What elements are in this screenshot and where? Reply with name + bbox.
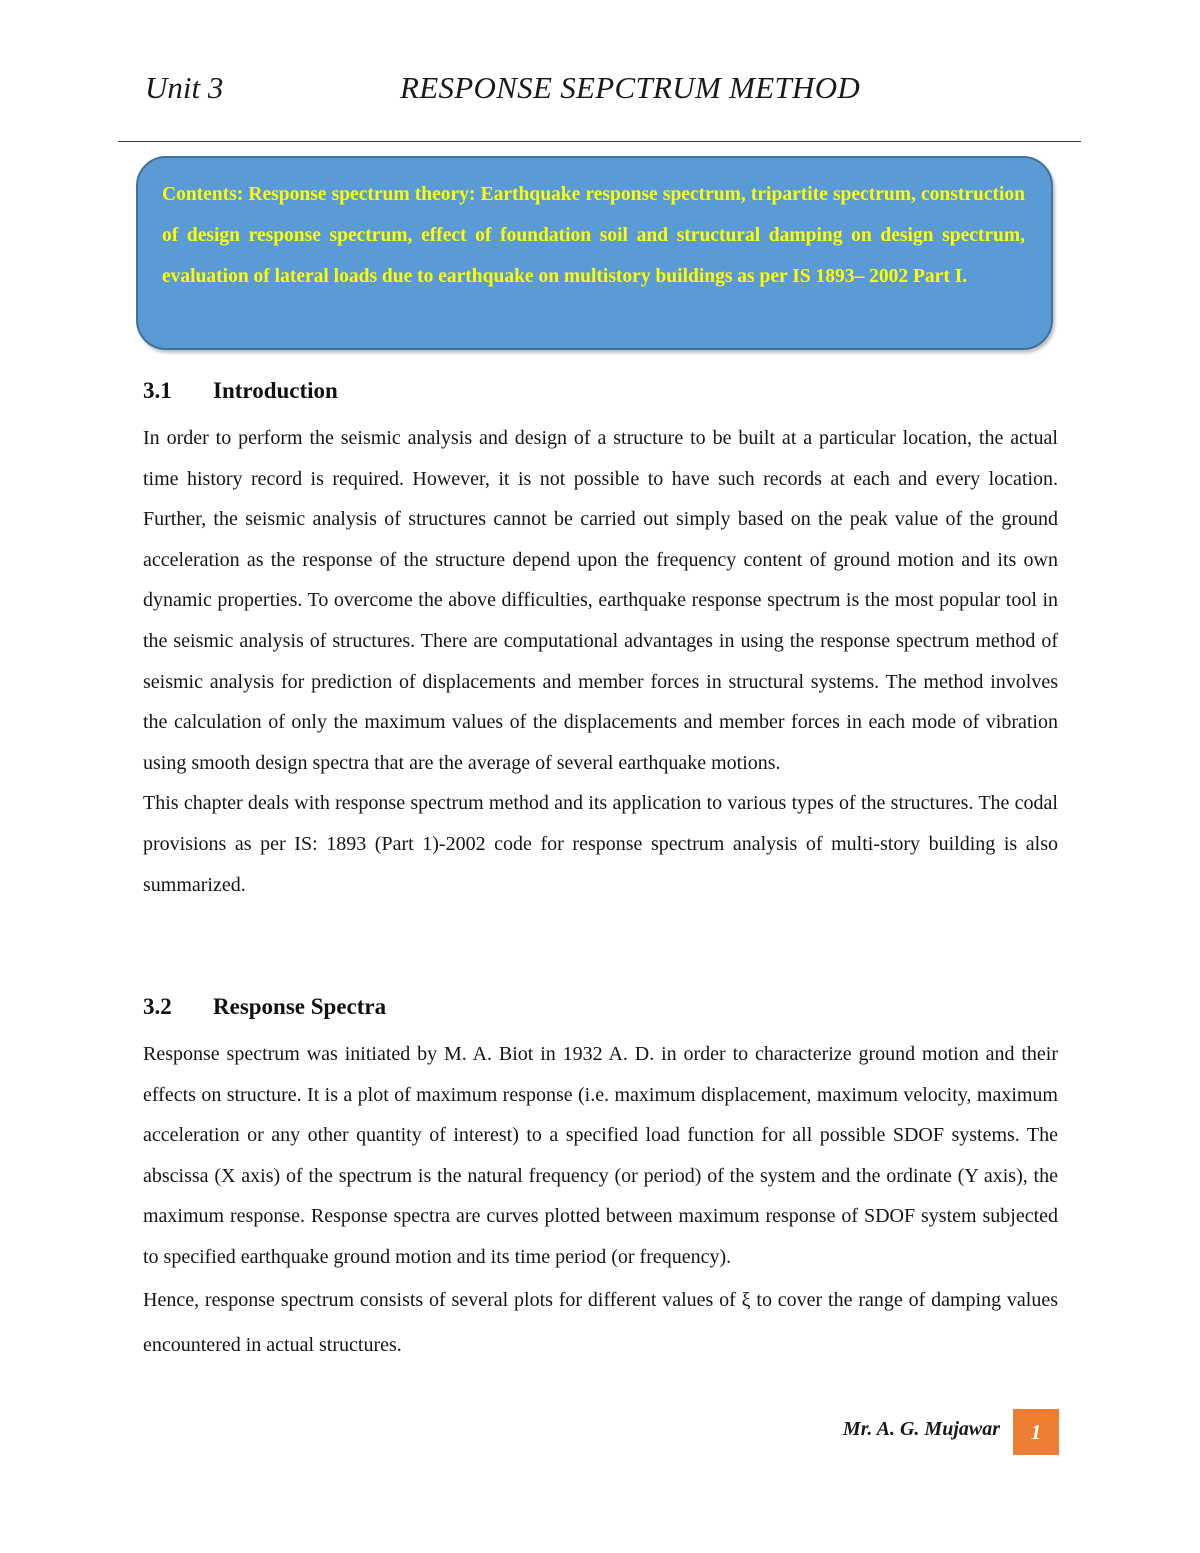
section-title: Response Spectra	[213, 994, 387, 1019]
section-number: 3.1	[143, 378, 172, 403]
paragraph: In order to perform the seismic analysis and design of a structure to be built at a particular location, the actual time history record is required. However, it is not possible to have such records at each and every location. Further, the seismic analysis of structures cannot be carried out simply based on the peak value of the ground acceleration as the response of the structure depend upon the frequency content of ground motion and its own dynamic properties. To overcome the above difficulties, earthquake response spectrum is the most popular tool in the seismic analysis of structures. There are computational advantages in using the response spectrum method of seismic analysis for prediction of displacements and member forces in structural systems. The method involves the calculation of only the maximum values of the displacements and member forces in each mode of vibration using smooth design spectra that are the average of several earthquake motions.	[143, 427, 1058, 774]
unit-label: Unit 3	[145, 70, 224, 105]
introduction-body	[143, 418, 1058, 905]
contents-box	[136, 156, 1053, 350]
section-number: 3.2	[143, 994, 172, 1019]
section-heading-introduction	[143, 378, 338, 404]
author-name: Mr. A. G. Mujawar	[842, 1418, 1000, 1440]
page-header	[145, 70, 1065, 114]
section-title: Introduction	[213, 378, 338, 403]
chapter-title: RESPONSE SEPCTRUM METHOD	[400, 70, 861, 105]
response-spectra-body	[143, 1034, 1058, 1368]
paragraph: Response spectrum was initiated by M. A. Biot in 1932 A. D. in order to characterize ground motion and their effects on structure. It is a plot of maximum response (i.e. maximum displacement, maximum velocity, maximum acceleration or any other quantity of interest) to a specified load function for all possible SDOF systems. The abscissa (X axis) of the spectrum is the natural frequency (or period) of the system and the ordinate (Y axis), the maximum response. Response spectra are curves plotted between maximum response of SDOF system subjected to specified earthquake ground motion and its time period (or frequency).	[143, 1043, 1058, 1268]
paragraph: Hence, response spectrum consists of several plots for different values of ξ to cover the range of damping values encountered in actual structures.	[143, 1288, 1058, 1356]
paragraph: This chapter deals with response spectrum method and its application to various types of the structures. The codal provisions as per IS: 1893 (Part 1)-2002 code for response spectrum analysis of multi-story building is also summarized.	[143, 792, 1058, 896]
contents-text: Contents: Response spectrum theory: Earthquake response spectrum, tripartite spectrum, construction of design response spectrum, effect of foundation soil and structural damping on design spectrum, evaluation of lateral loads due to earthquake on multistory buildings as per IS 1893– 2002 Part I.	[162, 184, 1025, 287]
page-number-badge: 1	[1013, 1409, 1059, 1455]
header-divider	[118, 141, 1081, 142]
section-heading-response-spectra	[143, 994, 386, 1020]
